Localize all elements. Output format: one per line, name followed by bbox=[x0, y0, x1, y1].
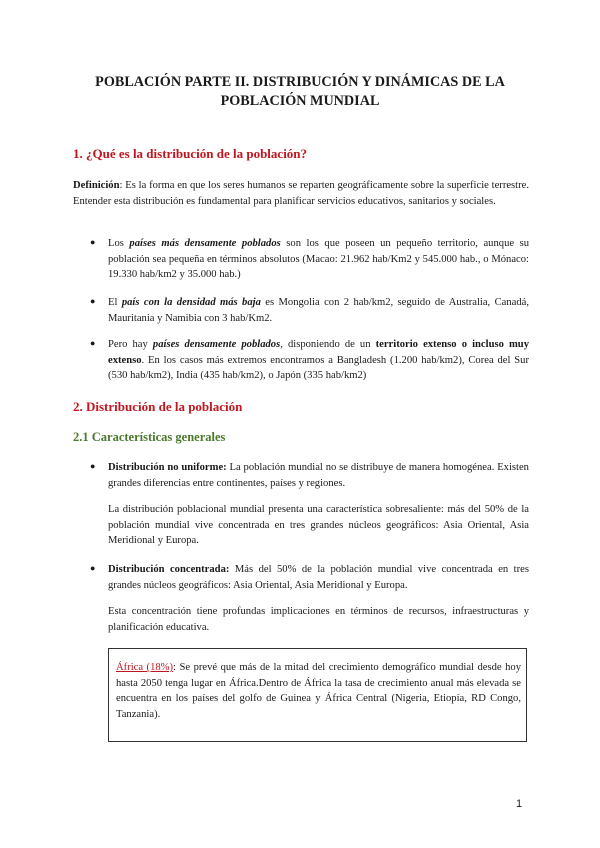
bullet-text bbox=[108, 337, 529, 384]
bullet-text-mid: , disponiendo de un bbox=[280, 339, 376, 350]
definition-label: Definición bbox=[73, 180, 120, 191]
bullet-text-pre: El bbox=[108, 297, 122, 308]
bullet-text bbox=[108, 562, 529, 593]
bullet-text-bold: países densamente poblados bbox=[152, 339, 281, 350]
callout-text bbox=[116, 660, 521, 722]
bullet-follow-paragraph: Esta concentración tiene profundas implicaciones en términos de recursos, infraestructuras y planificación educativa. bbox=[108, 606, 529, 633]
bullet-text bbox=[108, 236, 529, 283]
definition-text: : Es la forma en que los seres humanos se reparten geográficamente sobre la superficie terrestre. Entender esta distribución es fundamental para planificar servicios educativos, sanitarios y sociales. bbox=[73, 180, 529, 207]
bullet-icon: ● bbox=[90, 461, 96, 471]
bullet-text bbox=[108, 460, 529, 491]
bullet-text-post: . En los casos más extremos encontramos a Bangladesh (1.200 hab/km2), Corea del Sur (530 hab/km2), India (435 hab/km2), o Japón (335 hab/km2) bbox=[108, 354, 529, 381]
bullet-icon: ● bbox=[90, 237, 96, 247]
bullet-text-bold: Distribución concentrada: bbox=[108, 564, 230, 575]
africa-callout-box bbox=[108, 648, 527, 742]
bullet-text-bold: Distribución no uniforme: bbox=[108, 462, 227, 473]
bullet-text-pre: Los bbox=[108, 238, 130, 249]
bullet-text-body: La población mundial no se distribuye de manera homogénea. Existen grandes diferencias entre continentes, países y regiones. bbox=[108, 462, 529, 489]
definition-paragraph bbox=[73, 178, 529, 209]
bullet-text-bold: país con la densidad más baja bbox=[121, 297, 261, 308]
bullet-icon: ● bbox=[90, 563, 96, 573]
callout-lead: África (18%) bbox=[116, 662, 174, 673]
bullet-text-pre: Pero hay bbox=[108, 339, 153, 350]
bullet-text-bold-2: territorio extenso o incluso muy extenso bbox=[108, 339, 529, 366]
bullet-text-post: son los que poseen un pequeño territorio, aunque su población sea pequeña en términos absolutos (Macao: 21.962 hab/Km2 y 545.000 hab., o Mónaco: 19.330 hab/km2 y 35.000 hab.) bbox=[108, 238, 529, 280]
page-number: 1 bbox=[516, 798, 523, 810]
bullet-icon: ● bbox=[90, 296, 96, 306]
callout-body: : Se prevé que más de la mitad del crecimiento demográfico mundial desde hoy hasta 2050 tenga lugar en África.Dentro de África la tasa de crecimiento anual más elevada se encuentra en los países del golfo de Guinea y África Central (Nigeria, Etiopía, RD Congo, Tanzania). bbox=[116, 662, 522, 720]
section-2-heading: 2. Distribución de la población bbox=[73, 399, 243, 414]
bullet-text-body: Más del 50% de la población mundial vive concentrada en tres grandes núcleos geográficos: Asia Oriental, Asia Meridional y Europa. bbox=[108, 564, 529, 591]
subsection-2-1-heading: 2.1 Características generales bbox=[73, 430, 226, 444]
section-1-heading: 1. ¿Qué es la distribución de la población? bbox=[73, 146, 308, 161]
bullet-follow-paragraph: La distribución poblacional mundial presenta una característica sobresaliente: más del 50% de la población mundial vive concentrada en tres grandes núcleos geográficos: Asia Oriental, Asia Meridional y Europa. bbox=[108, 504, 529, 546]
bullet-text-post: es Mongolia con 2 hab/km2, seguido de Australia, Canadá, Mauritania y Namibia con 3 hab/Km2. bbox=[108, 297, 529, 324]
bullet-text-bold: países más densamente poblados bbox=[129, 238, 281, 249]
document-title: POBLACIÓN PARTE II. DISTRIBUCIÓN Y DINÁMICAS DE LA POBLACIÓN MUNDIAL bbox=[95, 74, 505, 109]
bullet-icon: ● bbox=[90, 338, 96, 348]
bullet-text bbox=[108, 295, 529, 326]
